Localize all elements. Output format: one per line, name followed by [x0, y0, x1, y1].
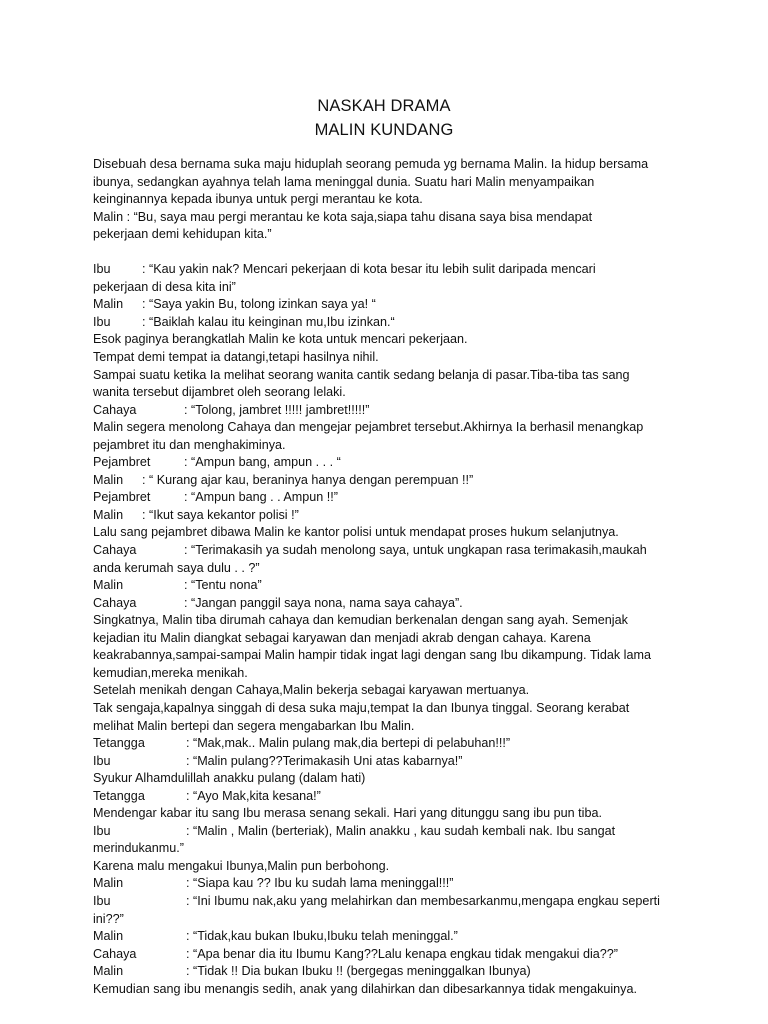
- dialogue-line: [93, 507, 683, 525]
- dialogue-text: : “Ikut saya kekantor polisi !”: [142, 507, 299, 522]
- narration-line: merindukanmu.”: [93, 841, 184, 856]
- dialogue-line: [93, 595, 683, 613]
- dialogue-text: : “Ini Ibumu nak,aku yang melahirkan dan membesarkanmu,mengapa engkau seperti: [186, 893, 660, 908]
- speaker-name: Malin: [93, 507, 124, 522]
- narration-line: kejadian itu Malin diangkat sebagai karyawan dan menjadi akrab dengan cahaya. Karena: [93, 630, 591, 645]
- speaker-name: Tetangga: [93, 788, 145, 803]
- narration-line: Tak sengaja,kapalnya singgah di desa suka maju,tempat Ia dan Ibunya tinggal. Seorang kerabat: [93, 700, 630, 715]
- speaker-name: Ibu: [93, 262, 111, 277]
- dialogue-text: : “Malin , Malin (berteriak), Malin anakku , kau sudah kembali nak. Ibu sangat: [186, 823, 616, 838]
- narration-line: anda kerumah saya dulu . . ?”: [93, 560, 260, 575]
- dialogue-line: [93, 788, 683, 806]
- dialogue-line: [93, 928, 683, 946]
- dialogue-line: [93, 314, 683, 332]
- narration-line: pekerjaan demi kehidupan kita.”: [93, 227, 272, 242]
- dialogue-line: [93, 963, 683, 981]
- narration-line: Mendengar kabar itu sang Ibu merasa senang sekali. Hari yang ditunggu sang ibu pun tiba.: [93, 806, 602, 821]
- dialogue-line: [93, 489, 683, 507]
- speaker-name: Pejambret: [93, 455, 151, 470]
- speaker-name: Malin: [93, 929, 124, 944]
- speaker-name: Ibu: [93, 823, 111, 838]
- dialogue-line: [93, 735, 683, 753]
- dialogue-text: : “Apa benar dia itu Ibumu Kang??Lalu kenapa engkau tidak mengakui dia??”: [186, 946, 618, 961]
- dialogue-text: : “Tidak !! Dia bukan Ibuku !! (bergegas meninggalkan Ibunya): [186, 964, 531, 979]
- speaker-name: Tetangga: [93, 736, 145, 751]
- document-title: [0, 94, 768, 142]
- speaker-name: Cahaya: [93, 543, 137, 558]
- dialogue-text: : “ Kurang ajar kau, beraninya hanya dengan perempuan !!”: [142, 472, 474, 487]
- narration-line: Sampai suatu ketika Ia melihat seorang wanita cantik sedang belanja di pasar.Tiba-tiba tas sang: [93, 367, 630, 382]
- narration-line: pekerjaan di desa kita ini”: [93, 279, 236, 294]
- narration-line: kemudian,mereka menikah.: [93, 665, 248, 680]
- narration-line: Lalu sang pejambret dibawa Malin ke kantor polisi untuk mendapat proses hukum selanjutnya.: [93, 525, 619, 540]
- dialogue-text: : “Tidak,kau bukan Ibuku,Ibuku telah meninggal.”: [186, 929, 458, 944]
- narration-line: wanita tersebut dijambret oleh seorang lelaki.: [93, 385, 346, 400]
- dialogue-text: : “Ayo Mak,kita kesana!”: [186, 788, 321, 803]
- speaker-name: Malin: [93, 578, 124, 593]
- dialogue-text: : “Malin pulang??Terimakasih Uni atas kabarnya!”: [186, 753, 463, 768]
- narration-line: Malin : “Bu, saya mau pergi merantau ke kota saja,siapa tahu disana saya bisa mendapat: [93, 209, 593, 224]
- dialogue-line: [93, 402, 683, 420]
- dialogue-line: [93, 296, 683, 314]
- dialogue-text: : “Ampun bang . . Ampun !!”: [184, 490, 339, 505]
- speaker-name: Cahaya: [93, 402, 137, 417]
- dialogue-line: [93, 753, 683, 771]
- dialogue-text: : “Kau yakin nak? Mencari pekerjaan di kota besar itu lebih sulit daripada mencari: [142, 262, 596, 277]
- dialogue-text: : “Ampun bang, ampun . . . “: [184, 455, 341, 470]
- blank-line: [93, 244, 683, 262]
- narration-line: Malin segera menolong Cahaya dan mengejar pejambret tersebut.Akhirnya Ia berhasil menangkap: [93, 420, 644, 435]
- speaker-name: Malin: [93, 297, 124, 312]
- dialogue-line: [93, 823, 683, 841]
- narration-line: Syukur Alhamdulillah anakku pulang (dalam hati): [93, 771, 366, 786]
- narration-line: Esok paginya berangkatlah Malin ke kota untuk mencari pekerjaan.: [93, 332, 468, 347]
- script-body: [93, 156, 683, 998]
- dialogue-line: [93, 875, 683, 893]
- dialogue-line: [93, 261, 683, 279]
- dialogue-text: : “Terimakasih ya sudah menolong saya, untuk ungkapan rasa terimakasih,maukah: [184, 543, 647, 558]
- narration-line: keakrabannya,sampai-sampai Malin hampir tidak ingat lagi dengan sang Ibu dikampung. Tidak lama: [93, 648, 651, 663]
- narration-line: Singkatnya, Malin tiba dirumah cahaya dan kemudian berkenalan dengan sang ayah. Semenjak: [93, 613, 628, 628]
- narration-line: pejambret itu dan menghakiminya.: [93, 437, 286, 452]
- dialogue-text: : “Tolong, jambret !!!!! jambret!!!!!”: [184, 402, 370, 417]
- dialogue-line: [93, 472, 683, 490]
- narration-line: Tempat demi tempat ia datangi,tetapi hasilnya nihil.: [93, 350, 379, 365]
- dialogue-text: : “Baiklah kalau itu keinginan mu,Ibu izinkan.“: [142, 314, 395, 329]
- dialogue-text: : “Mak,mak.. Malin pulang mak,dia bertepi di pelabuhan!!!”: [186, 736, 511, 751]
- speaker-name: Ibu: [93, 893, 111, 908]
- narration-line: ibunya, sedangkan ayahnya telah lama meninggal dunia. Suatu hari Malin menyampaikan: [93, 174, 595, 189]
- speaker-name: Pejambret: [93, 490, 151, 505]
- speaker-name: Ibu: [93, 314, 111, 329]
- dialogue-line: [93, 893, 683, 911]
- narration-line: melihat Malin bertepi dan segera mengabarkan Ibu Malin.: [93, 718, 415, 733]
- dialogue-text: : “Tentu nona”: [184, 578, 262, 593]
- dialogue-line: [93, 577, 683, 595]
- title-line: MALIN KUNDANG: [314, 121, 454, 139]
- narration-line: Kemudian sang ibu menangis sedih, anak yang dilahirkan dan dibesarkannya tidak mengakuinya.: [93, 981, 637, 996]
- dialogue-text: : “Siapa kau ?? Ibu ku sudah lama meninggal!!!”: [186, 876, 454, 891]
- dialogue-line: [93, 946, 683, 964]
- dialogue-line: [93, 454, 683, 472]
- speaker-name: Malin: [93, 876, 124, 891]
- speaker-name: Malin: [93, 964, 124, 979]
- narration-line: Setelah menikah dengan Cahaya,Malin bekerja sebagai karyawan mertuanya.: [93, 683, 530, 698]
- title-line: NASKAH DRAMA: [317, 97, 451, 115]
- narration-line: ini??”: [93, 911, 124, 926]
- dialogue-line: [93, 542, 683, 560]
- narration-line: Karena malu mengakui Ibunya,Malin pun berbohong.: [93, 858, 390, 873]
- narration-line: Disebuah desa bernama suka maju hiduplah seorang pemuda yg bernama Malin. Ia hidup bersama: [93, 157, 649, 171]
- speaker-name: Cahaya: [93, 595, 137, 610]
- speaker-name: Malin: [93, 472, 124, 487]
- dialogue-text: : “Saya yakin Bu, tolong izinkan saya ya! “: [142, 297, 376, 312]
- speaker-name: Cahaya: [93, 946, 137, 961]
- speaker-name: Ibu: [93, 753, 111, 768]
- dialogue-text: : “Jangan panggil saya nona, nama saya cahaya”.: [184, 595, 463, 610]
- narration-line: keinginannya kepada ibunya untuk pergi merantau ke kota.: [93, 192, 423, 207]
